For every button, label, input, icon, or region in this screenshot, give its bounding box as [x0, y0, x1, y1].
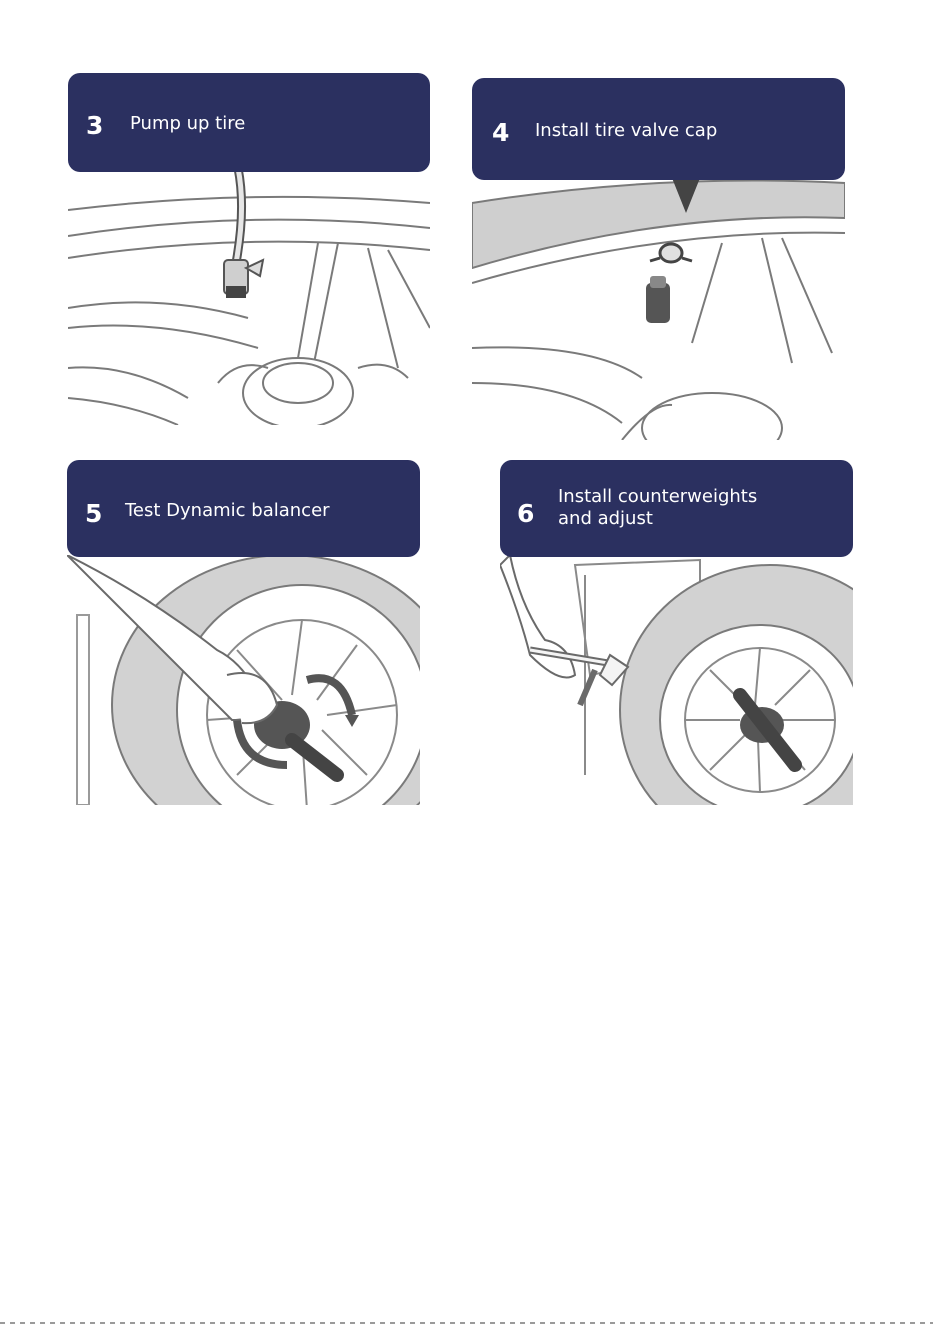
- step-title: Install counterweights and adjust: [558, 486, 758, 529]
- step-header-5: [67, 460, 420, 557]
- step-number: 5: [85, 499, 103, 528]
- step-title: Install tire valve cap: [535, 120, 718, 141]
- step-number: 3: [86, 111, 104, 140]
- step-title: Test Dynamic balancer: [125, 500, 330, 521]
- step-header-6: [500, 460, 853, 557]
- step-header-3: [68, 73, 430, 172]
- pump-up-tire-illustration: [68, 168, 430, 425]
- step-header-4: [472, 78, 845, 180]
- test-dynamic-balancer-illustration: [67, 555, 420, 805]
- install-counterweights-illustration: [500, 555, 853, 805]
- step-panel-6: [500, 460, 853, 805]
- step-number: 4: [492, 118, 510, 147]
- step-panel-4: [472, 78, 845, 440]
- install-valve-cap-illustration: [472, 173, 845, 440]
- step-panel-3: [68, 73, 430, 425]
- step-number: 6: [517, 499, 535, 528]
- step-panel-5: [67, 460, 420, 805]
- step-title: Pump up tire: [130, 113, 246, 134]
